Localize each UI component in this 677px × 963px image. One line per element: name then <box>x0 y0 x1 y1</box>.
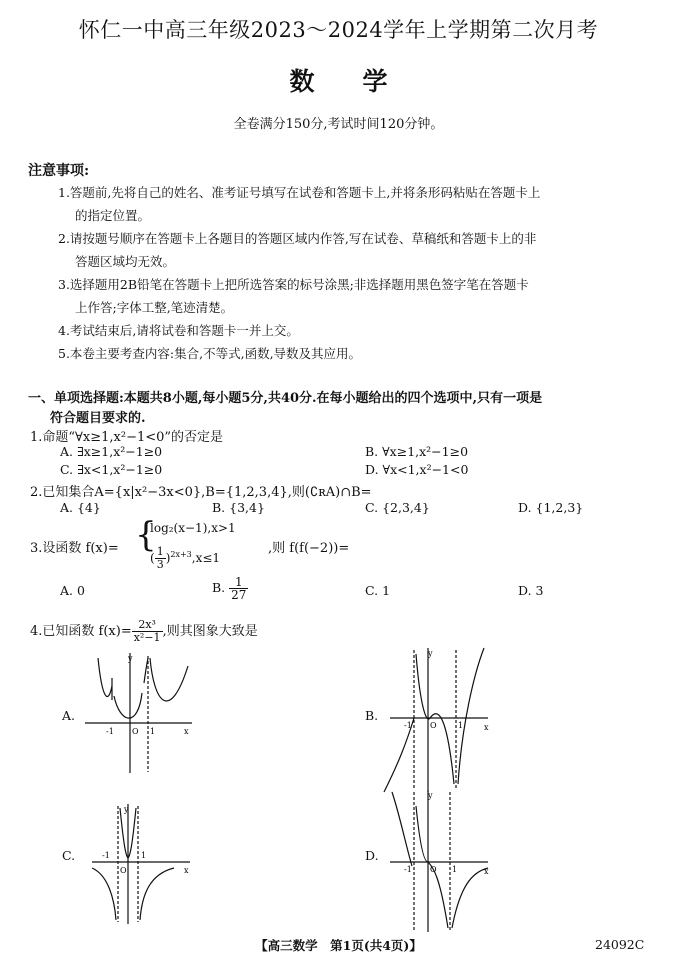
graph-b-x-label: x <box>484 723 489 732</box>
q3-case-1: log₂(x−1),x>1 <box>150 521 236 535</box>
q4-option-c: C. <box>62 848 76 863</box>
q3-option-b-den: 27 <box>231 588 247 602</box>
notice-line: 1.答题前,先将自己的姓名、准考证号填写在试卷和答题卡上,并将条形码粘贴在答题卡上 <box>58 185 541 200</box>
page-footer: 【高三数学 第1页(共4页)】 <box>255 938 422 953</box>
graph-d <box>380 786 500 934</box>
section-heading-cont: 符合题目要求的. <box>50 411 146 426</box>
q3-exponent: 2x+3 <box>170 550 192 559</box>
question-2-stem: 2.已知集合A={x|x²−3x<0},B={1,2,3,4},则(∁ʀA)∩B= <box>30 485 372 500</box>
graph-d-neg-one: -1 <box>404 865 412 874</box>
question-3-prefix: 3.设函数 f(x)= <box>30 541 119 556</box>
graph-c-one: 1 <box>141 851 147 860</box>
q3-option-d: D. 3 <box>518 583 544 598</box>
notice-line: 上作答;字体工整,笔迹清楚。 <box>75 300 234 315</box>
graph-c-y-label: y <box>124 805 129 814</box>
q3-option-a: A. 0 <box>60 583 85 598</box>
graph-a <box>80 648 200 776</box>
section-heading: 一、单项选择题:本题共8小题,每小题5分,共40分.在每小题给出的四个选项中,只有一项是 <box>28 391 543 406</box>
q4-den: x²−1 <box>133 631 161 644</box>
notice-line: 答题区域均无效。 <box>75 254 176 269</box>
graph-d-y-label: y <box>428 791 433 800</box>
question-1-stem: 1.命题“∀x≥1,x²−1<0”的否定是 <box>30 430 224 445</box>
q1-option-c: C. ∃x<1,x²−1≥0 <box>60 462 163 477</box>
q2-option-c: C. {2,3,4} <box>365 500 430 515</box>
graph-d-one: 1 <box>452 865 458 874</box>
notice-line: 2.请按题号顺序在答题卡上各题目的答题区域内作答,写在试卷、草稿纸和答题卡上的非 <box>58 231 537 246</box>
q1-option-b: B. ∀x≥1,x²−1≥0 <box>365 444 469 459</box>
graph-b-one: 1 <box>458 721 464 730</box>
q4-option-b: B. <box>365 708 379 723</box>
q1-option-a: A. ∃x≥1,x²−1≥0 <box>60 444 163 459</box>
notice-line: 3.选择题用2B铅笔在答题卡上把所选答案的标号涂黑;非选择题用黑色签字笔在答题卡 <box>58 277 529 292</box>
graph-b-neg-one: -1 <box>404 721 412 730</box>
q2-option-b: B. {3,4} <box>212 500 265 515</box>
graph-c-origin: O <box>120 866 127 875</box>
graph-a-y-label: y <box>128 654 133 663</box>
graph-a-x-label: x <box>184 727 189 736</box>
graph-a-one: 1 <box>150 727 156 736</box>
question-4-stem <box>30 619 258 644</box>
q3-option-b-label: B. <box>212 580 226 595</box>
q4-prefix: 4.已知函数 f(x)= <box>30 624 132 639</box>
q2-option-d: D. {1,2,3} <box>518 500 584 515</box>
question-3-suffix: ,则 f(f(−2))= <box>268 541 350 556</box>
graph-d-x-label: x <box>484 867 489 876</box>
q4-suffix: ,则其图象大致是 <box>162 624 258 639</box>
notice-line: 4.考试结束后,请将试卷和答题卡一并上交。 <box>58 323 299 338</box>
q3-option-c: C. 1 <box>365 583 391 598</box>
q3-option-b-num: 1 <box>229 576 248 589</box>
piecewise-brace: { <box>135 515 157 555</box>
exam-subject: 数学 <box>289 67 436 96</box>
q1-option-d: D. ∀x<1,x²−1<0 <box>365 462 469 477</box>
q4-option-d: D. <box>365 848 379 863</box>
graph-b-y-label: y <box>428 649 433 658</box>
graph-d-origin: O <box>430 865 437 874</box>
graph-c-neg-one: -1 <box>102 851 110 860</box>
q3-base-num: 1 <box>156 545 164 558</box>
score-line: 全卷满分150分,考试时间120分钟。 <box>233 117 444 132</box>
graph-b <box>380 644 500 794</box>
notice-heading: 注意事项: <box>28 163 90 179</box>
q4-option-a: A. <box>62 708 76 723</box>
q3-case-2-cond: ,x≤1 <box>191 551 221 565</box>
exam-code: 24092C <box>595 937 645 952</box>
q3-base-den: 3 <box>156 558 164 571</box>
graph-c <box>84 798 196 926</box>
graph-c-x-label: x <box>184 866 189 875</box>
notice-line: 的指定位置。 <box>75 208 151 223</box>
notice-line: 5.本卷主要考查内容:集合,不等式,函数,导数及其应用。 <box>58 346 362 361</box>
q3-option-b <box>212 576 248 601</box>
q3-case-2: ( $\frac{1}{3}$ )$^{2x+3}$,x≤1 <box>150 545 221 571</box>
graph-b-origin: O <box>430 721 437 730</box>
graph-a-origin: O <box>132 727 139 736</box>
q4-num: 2x³ <box>132 619 163 632</box>
q2-option-a: A. {4} <box>60 500 101 515</box>
graph-a-neg-one: -1 <box>106 727 114 736</box>
exam-title: 怀仁一中高三年级2023～2024学年上学期第二次月考 <box>78 18 599 42</box>
